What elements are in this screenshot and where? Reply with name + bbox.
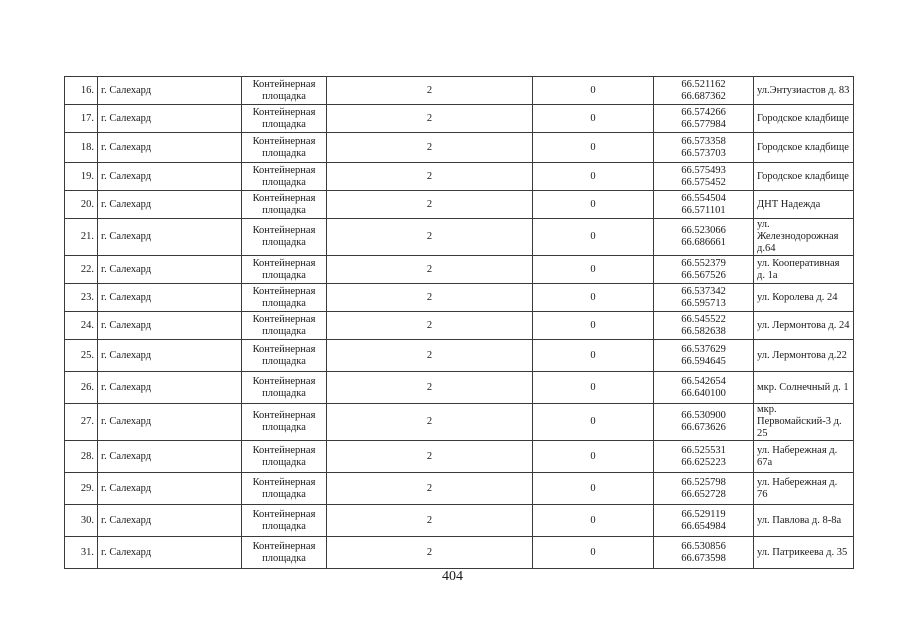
coordinates-line-1: 66.537629 — [681, 343, 726, 355]
address-cell: ул.Энтузиастов д. 83 — [754, 77, 854, 105]
city-cell: г. Салехард — [98, 404, 242, 441]
site-type-cell — [242, 105, 327, 133]
zero-value-cell: 0 — [533, 256, 654, 284]
container-count-cell: 2 — [327, 219, 533, 256]
site-type-line-1: Контейнерная — [252, 285, 316, 297]
site-type-line-1: Контейнерная — [252, 444, 316, 456]
table-row — [65, 537, 854, 569]
container-count-cell: 2 — [327, 163, 533, 191]
city-cell: г. Салехард — [98, 473, 242, 505]
row-number-cell: 17. — [65, 105, 98, 133]
site-type-line-1: Контейнерная — [252, 540, 316, 552]
table-row — [65, 133, 854, 163]
coordinates-line-1: 66.530856 — [681, 540, 726, 552]
coordinates-cell — [654, 284, 754, 312]
coordinates-line-1: 66.529119 — [681, 508, 726, 520]
coordinates-line-1: 66.521162 — [681, 78, 726, 90]
coordinates-cell — [654, 133, 754, 163]
address-cell: ул. Павлова д. 8-8а — [754, 505, 854, 537]
city-cell: г. Салехард — [98, 340, 242, 372]
site-type-line-2: площадка — [262, 90, 306, 102]
coordinates-cell — [654, 505, 754, 537]
site-type-line-2: площадка — [262, 204, 306, 216]
coordinates-line-2: 66.567526 — [681, 269, 726, 281]
row-number-cell: 20. — [65, 191, 98, 219]
site-type-cell — [242, 441, 327, 473]
site-type-line-2: площадка — [262, 297, 306, 309]
coordinates-line-1: 66.523066 — [681, 225, 726, 236]
coordinates-cell — [654, 404, 754, 441]
table-row — [65, 256, 854, 284]
site-type-cell — [242, 77, 327, 105]
address-cell: ул. Лермонтова д. 24 — [754, 312, 854, 340]
address-cell: ул. Набережная д. 67а — [754, 441, 854, 473]
zero-value-cell: 0 — [533, 312, 654, 340]
site-type-line-1: Контейнерная — [252, 257, 316, 269]
zero-value-cell: 0 — [533, 163, 654, 191]
row-number-cell: 27. — [65, 404, 98, 441]
site-type-cell — [242, 505, 327, 537]
row-number-cell: 16. — [65, 77, 98, 105]
table-row — [65, 312, 854, 340]
row-number-cell: 24. — [65, 312, 98, 340]
row-number-cell: 23. — [65, 284, 98, 312]
table-row — [65, 219, 854, 256]
address-cell: мкр. Солнечный д. 1 — [754, 372, 854, 404]
container-count-cell: 2 — [327, 372, 533, 404]
container-count-cell: 2 — [327, 191, 533, 219]
table-row — [65, 372, 854, 404]
coordinates-line-2: 66.595713 — [681, 297, 726, 309]
coordinates-cell — [654, 219, 754, 256]
zero-value-cell: 0 — [533, 105, 654, 133]
coordinates-line-2: 66.571101 — [681, 204, 726, 216]
site-type-line-1: Контейнерная — [252, 225, 316, 236]
site-type-line-1: Контейнерная — [252, 375, 316, 387]
city-cell: г. Салехард — [98, 312, 242, 340]
city-cell: г. Салехард — [98, 133, 242, 163]
zero-value-cell: 0 — [533, 284, 654, 312]
row-number-cell: 31. — [65, 537, 98, 569]
zero-value-cell: 0 — [533, 372, 654, 404]
zero-value-cell: 0 — [533, 133, 654, 163]
container-count-cell: 2 — [327, 505, 533, 537]
city-cell: г. Салехард — [98, 505, 242, 537]
coordinates-line-2: 66.582638 — [681, 325, 726, 337]
site-type-cell — [242, 372, 327, 404]
site-type-cell — [242, 473, 327, 505]
table-row — [65, 505, 854, 537]
zero-value-cell: 0 — [533, 77, 654, 105]
row-number-cell: 22. — [65, 256, 98, 284]
site-type-cell — [242, 163, 327, 191]
coordinates-cell — [654, 473, 754, 505]
coordinates-cell — [654, 537, 754, 569]
address-cell: Городское кладбище — [754, 163, 854, 191]
container-count-cell: 2 — [327, 77, 533, 105]
site-type-line-2: площадка — [262, 387, 306, 399]
site-type-line-2: площадка — [262, 520, 306, 532]
coordinates-line-2: 66.575452 — [681, 176, 726, 188]
coordinates-line-1: 66.525798 — [681, 476, 726, 488]
page-number: 404 — [442, 569, 463, 584]
city-cell: г. Салехард — [98, 219, 242, 256]
coordinates-line-2: 66.594645 — [681, 355, 726, 367]
address-cell: ул. Королева д. 24 — [754, 284, 854, 312]
row-number-cell: 19. — [65, 163, 98, 191]
container-count-cell: 2 — [327, 537, 533, 569]
site-type-line-2: площадка — [262, 325, 306, 337]
zero-value-cell: 0 — [533, 441, 654, 473]
site-type-line-1: Контейнерная — [252, 313, 316, 325]
table-row — [65, 441, 854, 473]
site-type-line-1: Контейнерная — [252, 476, 316, 488]
coordinates-line-1: 66.537342 — [681, 285, 726, 297]
site-type-line-2: площадка — [262, 269, 306, 281]
table-row — [65, 473, 854, 505]
coordinates-line-1: 66.554504 — [681, 192, 726, 204]
zero-value-cell: 0 — [533, 505, 654, 537]
container-sites-table — [64, 76, 854, 569]
container-count-cell: 2 — [327, 256, 533, 284]
site-type-line-2: площадка — [262, 552, 306, 564]
coordinates-cell — [654, 372, 754, 404]
row-number-cell: 21. — [65, 219, 98, 256]
coordinates-cell — [654, 191, 754, 219]
city-cell: г. Салехард — [98, 105, 242, 133]
address-cell: ул. Лермонтова д.22 — [754, 340, 854, 372]
coordinates-cell — [654, 441, 754, 473]
coordinates-cell — [654, 312, 754, 340]
container-count-cell: 2 — [327, 340, 533, 372]
city-cell: г. Салехард — [98, 163, 242, 191]
coordinates-line-1: 66.552379 — [681, 257, 726, 269]
container-count-cell: 2 — [327, 133, 533, 163]
container-count-cell: 2 — [327, 441, 533, 473]
row-number-cell: 25. — [65, 340, 98, 372]
address-cell: Городское кладбище — [754, 133, 854, 163]
coordinates-line-1: 66.530900 — [681, 410, 726, 421]
site-type-line-1: Контейнерная — [252, 343, 316, 355]
city-cell: г. Салехард — [98, 537, 242, 569]
site-type-line-2: площадка — [262, 176, 306, 188]
table-row — [65, 284, 854, 312]
row-number-cell: 28. — [65, 441, 98, 473]
address-cell: ул. Набережная д. 76 — [754, 473, 854, 505]
coordinates-line-2: 66.654984 — [681, 520, 726, 532]
site-type-cell — [242, 256, 327, 284]
site-type-cell — [242, 404, 327, 441]
site-type-line-2: площадка — [262, 422, 306, 433]
coordinates-line-2: 66.687362 — [681, 90, 726, 102]
site-type-line-1: Контейнерная — [252, 164, 316, 176]
coordinates-cell — [654, 340, 754, 372]
container-count-cell: 2 — [327, 284, 533, 312]
city-cell: г. Салехард — [98, 441, 242, 473]
city-cell: г. Салехард — [98, 256, 242, 284]
coordinates-cell — [654, 163, 754, 191]
zero-value-cell: 0 — [533, 404, 654, 441]
site-type-line-2: площадка — [262, 147, 306, 159]
zero-value-cell: 0 — [533, 219, 654, 256]
coordinates-line-1: 66.525531 — [681, 444, 726, 456]
row-number-cell: 18. — [65, 133, 98, 163]
row-number-cell: 29. — [65, 473, 98, 505]
coordinates-cell — [654, 105, 754, 133]
site-type-line-2: площадка — [262, 237, 306, 248]
coordinates-line-2: 66.673598 — [681, 552, 726, 564]
site-type-line-1: Контейнерная — [252, 78, 316, 90]
site-type-line-2: площадка — [262, 456, 306, 468]
table-row — [65, 163, 854, 191]
table-row — [65, 77, 854, 105]
row-number-cell: 26. — [65, 372, 98, 404]
table-row — [65, 105, 854, 133]
site-type-line-1: Контейнерная — [252, 410, 316, 421]
coordinates-line-2: 66.640100 — [681, 387, 726, 399]
address-cell: мкр. Первомайский-3 д. 25 — [754, 404, 854, 441]
site-type-cell — [242, 133, 327, 163]
container-count-cell: 2 — [327, 404, 533, 441]
table-row — [65, 191, 854, 219]
container-count-cell: 2 — [327, 105, 533, 133]
coordinates-line-1: 66.542654 — [681, 375, 726, 387]
table-row — [65, 404, 854, 441]
address-cell: ул. Железнодорожная д.64 — [754, 219, 854, 256]
table-row — [65, 340, 854, 372]
zero-value-cell: 0 — [533, 473, 654, 505]
coordinates-cell — [654, 256, 754, 284]
table-body — [65, 77, 854, 569]
site-type-cell — [242, 312, 327, 340]
site-type-line-2: площадка — [262, 488, 306, 500]
city-cell: г. Салехард — [98, 77, 242, 105]
coordinates-line-2: 66.673626 — [681, 422, 726, 433]
site-type-cell — [242, 219, 327, 256]
coordinates-line-1: 66.574266 — [681, 106, 726, 118]
city-cell: г. Салехард — [98, 191, 242, 219]
site-type-cell — [242, 191, 327, 219]
address-cell: Городское кладбище — [754, 105, 854, 133]
row-number-cell: 30. — [65, 505, 98, 537]
site-type-line-2: площадка — [262, 355, 306, 367]
site-type-line-1: Контейнерная — [252, 135, 316, 147]
address-cell: ул. Кооперативная д. 1а — [754, 256, 854, 284]
coordinates-line-2: 66.652728 — [681, 488, 726, 500]
coordinates-line-1: 66.545522 — [681, 313, 726, 325]
container-count-cell: 2 — [327, 312, 533, 340]
site-type-line-2: площадка — [262, 118, 306, 130]
zero-value-cell: 0 — [533, 191, 654, 219]
coordinates-cell — [654, 77, 754, 105]
coordinates-line-1: 66.575493 — [681, 164, 726, 176]
zero-value-cell: 0 — [533, 340, 654, 372]
address-cell: ул. Патрикеева д. 35 — [754, 537, 854, 569]
site-type-cell — [242, 340, 327, 372]
container-count-cell: 2 — [327, 473, 533, 505]
city-cell: г. Салехард — [98, 284, 242, 312]
site-type-line-1: Контейнерная — [252, 106, 316, 118]
zero-value-cell: 0 — [533, 537, 654, 569]
site-type-line-1: Контейнерная — [252, 192, 316, 204]
site-type-cell — [242, 537, 327, 569]
site-type-line-1: Контейнерная — [252, 508, 316, 520]
city-cell: г. Салехард — [98, 372, 242, 404]
site-type-cell — [242, 284, 327, 312]
address-cell: ДНТ Надежда — [754, 191, 854, 219]
coordinates-line-2: 66.625223 — [681, 456, 726, 468]
coordinates-line-1: 66.573358 — [681, 135, 726, 147]
coordinates-line-2: 66.577984 — [681, 118, 726, 130]
coordinates-line-2: 66.573703 — [681, 147, 726, 159]
coordinates-line-2: 66.686661 — [681, 237, 726, 248]
